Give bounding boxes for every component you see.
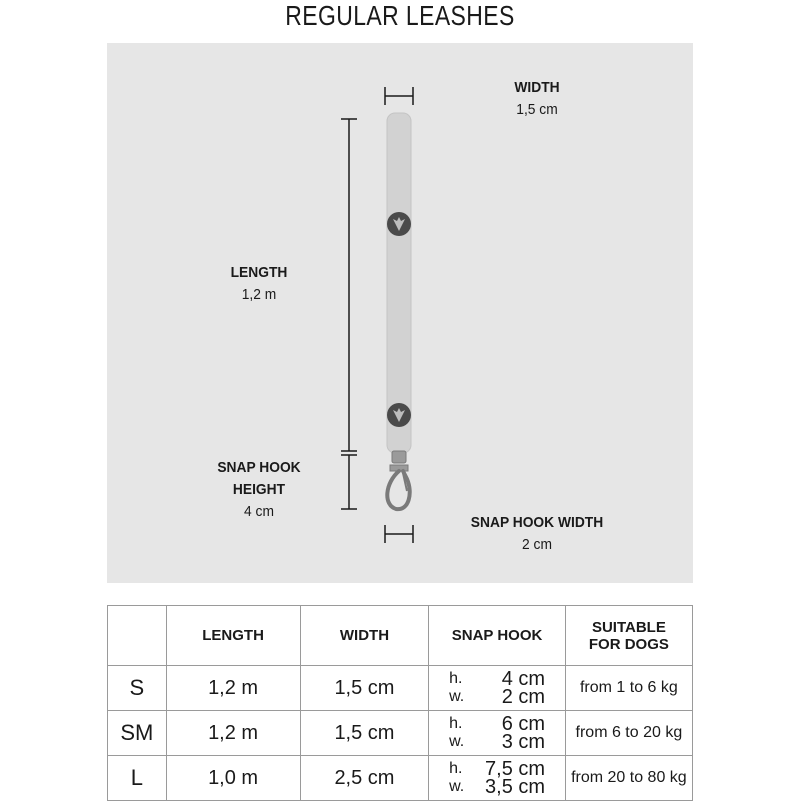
snap-hook-width-heading: SNAP HOOK WIDTH	[470, 514, 604, 531]
cell-width: 2,5 cm	[300, 756, 429, 801]
hook-width-value: 2 cm	[501, 686, 546, 708]
cell-suitable-for-dogs: from 6 to 20 kg	[565, 711, 692, 756]
hook-height-key: h.	[449, 760, 463, 777]
header-width: WIDTH	[300, 606, 429, 666]
cell-size: SM	[108, 711, 167, 756]
cell-snap-hook	[429, 756, 565, 801]
table-row	[108, 666, 693, 711]
width-label	[491, 77, 583, 121]
hook-width-line	[429, 733, 564, 751]
cell-width: 1,5 cm	[300, 666, 429, 711]
hook-height-value: 7,5 cm	[485, 758, 546, 780]
snap-hook-height-heading-line1: SNAP HOOK	[217, 459, 301, 476]
leash-badge-top	[387, 212, 411, 236]
hook-width-value: 3,5 cm	[485, 776, 546, 798]
hook-width-line	[429, 778, 564, 796]
width-label-value: 1,5 cm	[516, 101, 558, 118]
cell-size: S	[108, 666, 167, 711]
header-length: LENGTH	[166, 606, 300, 666]
header-size	[108, 606, 167, 666]
cell-suitable-for-dogs: from 20 to 80 kg	[565, 756, 692, 801]
snap-hook-height-label	[200, 457, 318, 523]
hook-height-key: h.	[449, 670, 463, 687]
hook-height-value: 4 cm	[501, 668, 546, 690]
header-dogs-line1: SUITABLE	[591, 618, 666, 636]
length-label-heading: LENGTH	[230, 264, 288, 281]
width-label-heading: WIDTH	[514, 79, 560, 96]
width-dimension-marker	[385, 87, 413, 105]
leash-diagram-panel	[107, 43, 693, 583]
length-label-value: 1,2 m	[241, 286, 277, 303]
leash-strap	[387, 113, 411, 453]
hook-height-value: 6 cm	[501, 713, 546, 735]
cell-size: L	[108, 756, 167, 801]
page-title: REGULAR LEASHES	[285, 0, 515, 31]
table-row	[108, 756, 693, 801]
leash-diagram	[107, 43, 693, 583]
snap-hook-height-heading-line2: HEIGHT	[232, 481, 286, 498]
length-label	[213, 262, 305, 306]
hook-width-value: 3 cm	[501, 731, 546, 753]
cell-snap-hook	[429, 666, 565, 711]
table-row	[108, 711, 693, 756]
header-snap-hook: SNAP HOOK	[429, 606, 565, 666]
header-suitable-for-dogs	[565, 606, 692, 666]
size-table-header-row	[108, 606, 693, 666]
snap-hook-width-label	[454, 512, 620, 556]
hook-width-line	[429, 688, 564, 706]
hook-width-key: w.	[449, 733, 465, 750]
header-dogs-line2: FOR DOGS	[588, 635, 669, 653]
hook-width-key: w.	[449, 778, 465, 795]
snap-hook	[387, 451, 409, 509]
size-table	[107, 605, 693, 801]
cell-suitable-for-dogs: from 1 to 6 kg	[565, 666, 692, 711]
snap-hook-width-value: 2 cm	[522, 536, 552, 553]
cell-width: 1,5 cm	[300, 711, 429, 756]
snap-hook-height-dimension-marker	[341, 455, 357, 509]
snap-hook-height-value: 4 cm	[244, 503, 274, 520]
cell-length: 1,2 m	[166, 711, 300, 756]
cell-snap-hook	[429, 711, 565, 756]
length-dimension-marker	[341, 119, 357, 451]
snap-hook-width-dimension-marker	[385, 525, 413, 543]
cell-length: 1,0 m	[166, 756, 300, 801]
hook-height-key: h.	[449, 715, 463, 732]
leash-badge-bottom	[387, 403, 411, 427]
cell-length: 1,2 m	[166, 666, 300, 711]
hook-width-key: w.	[449, 688, 465, 705]
